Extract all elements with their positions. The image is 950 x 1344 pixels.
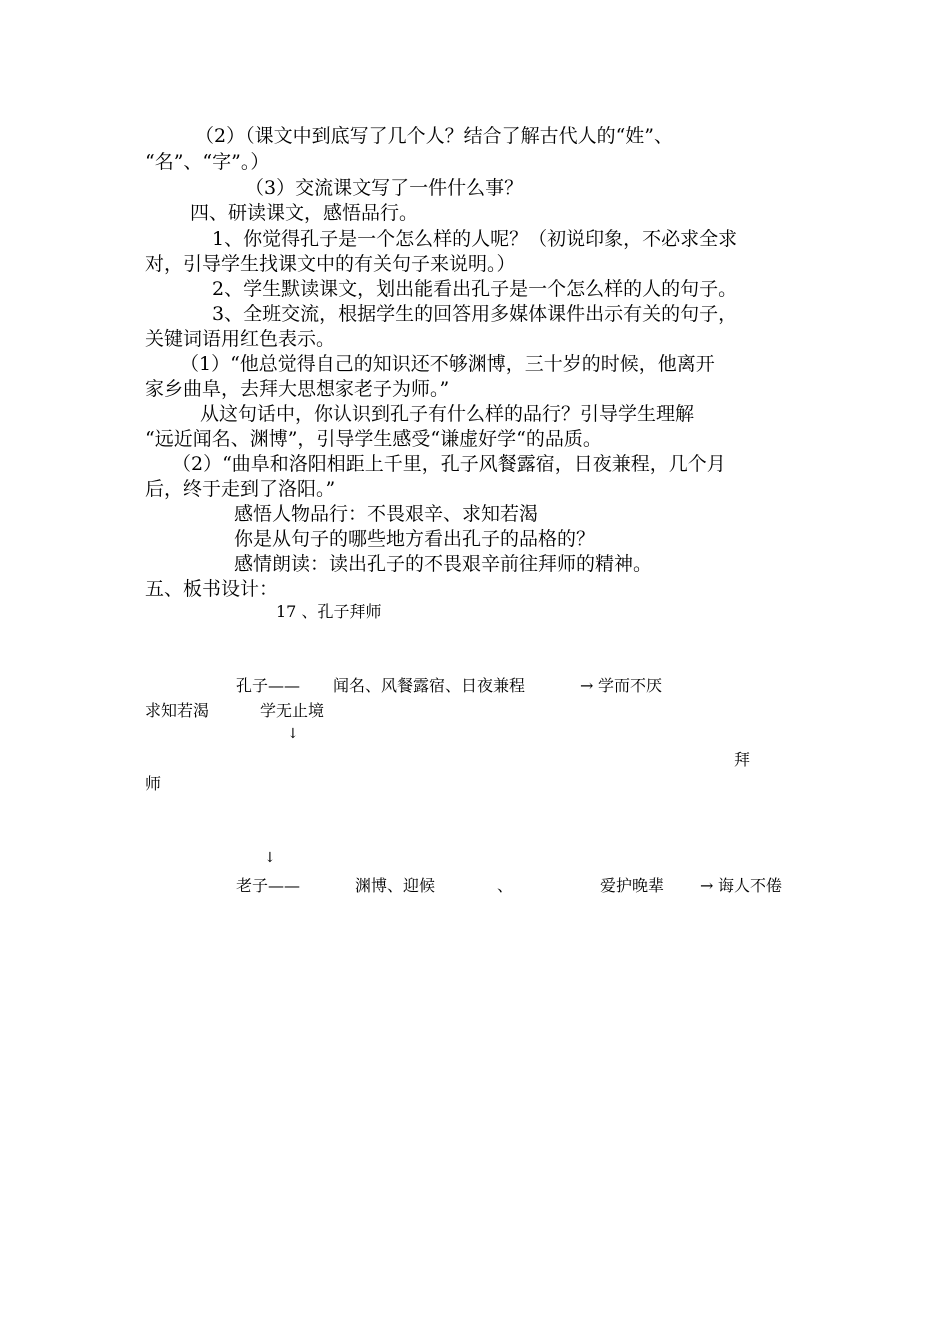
text-line-2: “名”、“字”。） <box>145 151 270 173</box>
board-bai: 拜 <box>734 750 751 769</box>
text-line-16: 感悟人物品行：不畏艰辛、求知若渴 <box>234 503 539 525</box>
text-line-9: 关键词语用红色表示。 <box>145 328 336 350</box>
text-line-6: 对，引导学生找课文中的有关句子来说明。） <box>145 253 516 275</box>
board-shi: 师 <box>145 774 162 793</box>
board-kongzi-result: 学而不厌 <box>598 676 663 695</box>
text-line-3: （3）交流课文写了一件什么事？ <box>245 177 524 199</box>
board-laozi-trait-2: 爱护晚辈 <box>600 876 665 895</box>
board-kongzi-line2-b: 学无止境 <box>260 701 325 720</box>
section-heading-5: 五、板书设计： <box>145 578 279 600</box>
board-laozi-trait-1: 渊博、迎候 <box>355 876 436 895</box>
board-title: 17 、孔子拜师 <box>276 602 382 621</box>
board-kongzi-traits: 闻名、风餐露宿、日夜兼程 <box>333 676 526 695</box>
text-line-14: （2）“曲阜和洛阳相距上千里，孔子风餐露宿，日夜兼程，几个月 <box>172 453 726 475</box>
board-laozi-label: 老子—— <box>236 876 301 895</box>
text-line-5: 1、你觉得孔子是一个怎么样的人呢？（初说印象，不必求全求 <box>212 228 738 250</box>
text-line-12: 从这句话中，你认识到孔子有什么样的品行？引导学生理解 <box>200 403 695 425</box>
text-line-11: 家乡曲阜，去拜大思想家老子为师。” <box>145 378 450 400</box>
text-line-13: “远近闻名、渊博”，引导学生感受“谦虚好学“的品质。 <box>145 428 602 450</box>
text-line-7: 2、学生默读课文，划出能看出孔子是一个怎么样的人的句子。 <box>212 278 738 300</box>
text-line-18: 感情朗读：读出孔子的不畏艰辛前往拜师的精神。 <box>234 553 653 575</box>
arrow-down-icon-2: ↓ <box>264 850 276 866</box>
board-laozi-result: 诲人不倦 <box>718 876 783 895</box>
text-line-17: 你是从句子的哪些地方看出孔子的品格的？ <box>234 528 596 550</box>
board-kongzi-line2-a: 求知若渴 <box>145 701 210 720</box>
text-line-1: （2）（课文中到底写了几个人？结合了解古代人的“姓”、 <box>195 125 674 147</box>
text-line-15: 后，终于走到了洛阳。” <box>145 478 336 500</box>
arrow-down-icon: ↓ <box>287 726 299 742</box>
board-kongzi-label: 孔子—— <box>236 676 301 695</box>
section-heading-4: 四、研读课文，感悟品行。 <box>190 202 419 224</box>
text-line-8: 3、全班交流，根据学生的回答用多媒体课件出示有关的句子， <box>212 303 738 325</box>
arrow-right-icon: → <box>580 676 594 695</box>
arrow-right-icon-2: → <box>700 876 714 895</box>
text-line-10: （1）“他总觉得自己的知识还不够渊博，三十岁的时候，他离开 <box>180 353 715 375</box>
board-laozi-sep: 、 <box>497 876 514 895</box>
